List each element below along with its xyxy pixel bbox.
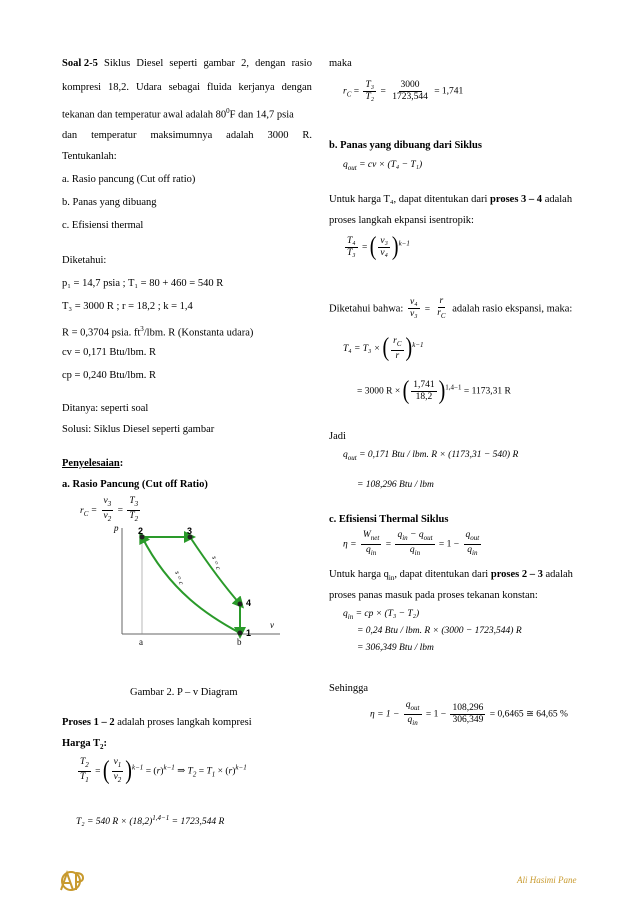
penyelesaian-heading: Penyelesaian: (62, 458, 124, 469)
problem-word: 3000 (267, 130, 289, 141)
problem-word: fluida (207, 82, 232, 93)
task-b: b. Panas yang dibuang (62, 197, 157, 208)
given-line-4: cv = 0,171 Btu/lbm. R (62, 347, 157, 358)
qin-calc-3: = 306,349 Btu / lbm (357, 643, 434, 653)
point-2-label: 2 (138, 526, 144, 536)
qout-calc-2: = 108,296 Btu / lbm (357, 480, 434, 490)
efficiency-formula: η = $\frac{W_{net}}{q_{in}}$ = $\frac{q_{in} - q_{out}}{q_{in}}$ = 1 − $\frac{q_{out}}{q_{in}}$ (343, 530, 480, 557)
problem-word: temperatur (91, 130, 137, 141)
solusi-line: Solusi: Siklus Diesel seperti gambar (62, 424, 215, 435)
problem-word: kerjanya (238, 82, 275, 93)
problem-word: 2, (241, 58, 249, 69)
heading-c: c. Efisiensi Thermal Siklus (329, 514, 449, 525)
diketahui-label: Diketahui: (62, 255, 107, 266)
problem-word: 18,2. (108, 82, 130, 93)
heading-a: a. Rasio Pancung (Cut off Ratio) (62, 479, 208, 490)
qin-calc-1: $q_{in}$ = cp × (T₃ − T₂) (343, 609, 420, 621)
t4-isentropic-relation: $\frac{\text{T₄}}{\text{T₃}}$ = ( $\frac{\text{v₃}}{\text{v₄}}$ )$^{k-1}$ (347, 232, 410, 262)
maka-label: maka (329, 58, 352, 69)
problem-line-2 (62, 81, 312, 94)
problem-line-3: tekanan dan temperatur awal adalah $80^0F$ dan 14,7 psia (62, 107, 294, 121)
untuk-qin-line: Untuk harga $q_{in}$, dapat ditentukan dari proses 2 – 3 adalah (329, 569, 573, 583)
point-3-label: 3 (187, 526, 193, 536)
problem-line-1 (62, 57, 312, 70)
pv-diagram (100, 522, 285, 642)
point-4 (238, 602, 243, 607)
task-a: a. Rasio pancung (Cut off ratio) (62, 174, 196, 185)
ditanya-line: Ditanya: seperti soal (62, 403, 149, 414)
given-line-3: R = 0,3704 psia. $ft^3$/lbm. R (Konstanta udara) (62, 325, 254, 339)
problem-word: gambar (203, 58, 235, 69)
v-label: v (270, 620, 274, 630)
problem-word: Diesel (136, 58, 164, 69)
jadi-label: Jadi (329, 431, 346, 442)
given-line-5: cp = 0,240 Btu/lbm. R (62, 370, 157, 381)
heading-b: b. Panas yang dibuang dari Siklus (329, 140, 482, 151)
problem-word: Siklus (104, 58, 131, 69)
isentropic-label-upper: s = c (210, 554, 223, 571)
sehingga-label: Sehingga (329, 683, 369, 694)
problem-word: kompresi (62, 82, 102, 93)
axis-tick-a: a (139, 637, 143, 647)
t4-formula: T₄ = T₃ × ( $\frac{r_C}{r}$ )$^{k-1}$ (343, 333, 424, 363)
proses12-line: Proses 1 – 2 adalah proses langkah kompresi (62, 717, 252, 728)
diketahui-bahwa-line: Diketahui bahwa: $\frac{\text{v₄}}{\text{v₃}}$ = $\frac{r}{r_C}$ adalah rasio ekspansi, maka: (329, 296, 573, 320)
rc-definition: $r_C$ = $\frac{v_3}{v_2}$ = $\frac{T_3}{T_2}$ (80, 496, 139, 523)
given-line-1: p₁ = 14,7 psia ; T₁ = 80 + 460 = 540 R (62, 278, 224, 289)
isentropic-label-lower: s = c (173, 569, 186, 586)
p-label: p (114, 523, 119, 533)
t2-relation: $\frac{T_2}{T_1}$ = ( $\frac{v_1}{v_2}$ )$^{k-1} = (r)^{k-1}$ ⇒ $T_2 = T_1 \times (r)^{k-1}$ (80, 756, 247, 786)
problem-word: adalah (226, 130, 254, 141)
problem-word: sebagai (168, 82, 201, 93)
untuk-qin-line-2: proses panas masuk pada proses tekanan konstan: (329, 590, 538, 601)
problem-word: seperti (169, 58, 198, 69)
point-4-label: 4 (246, 598, 252, 608)
qout-calc-1: $q_{out} = 0,171$ Btu / lbm. R × (1173,31 − 540) R (343, 450, 519, 462)
t4-calculation: = 3000 R × ( $\frac{1,741}{18,2}$ )$^{1,4-1}$ = 1173,31 R (357, 376, 511, 406)
problem-line-4 (62, 129, 312, 142)
problem-word: Udara (135, 82, 162, 93)
harga-t2-label: Harga $T_2$: (62, 738, 108, 752)
problem-word: R. (302, 130, 312, 141)
author-name: Ali Hasimi Pane (517, 875, 577, 885)
point-1 (238, 631, 243, 636)
point-1-label: 1 (246, 628, 252, 638)
rc-calculation: $r_C$ = $\frac{\text{T₃}}{\text{T₂}}$ = $\frac{3000}{1723,544}$ = 1,741 (343, 80, 464, 102)
problem-word: dengan (281, 82, 312, 93)
problem-word: Soal 2-5 (62, 58, 98, 69)
t2-result: T₂ = 540 $R \times (18,2)^{1,4-1} = 1723,544$ R (76, 814, 225, 828)
axis-tick-b: b (237, 637, 242, 647)
qin-calc-2: = 0,24 Btu / lbm. R × (3000 − 1723,544) R (357, 626, 522, 636)
given-line-2: T₃ = 3000 R ; r = 18,2 ; k = 1,4 (62, 301, 193, 312)
problem-word: rasio (291, 58, 312, 69)
figure-caption: Gambar 2. P – v Diagram (130, 687, 238, 698)
tentukan-label: Tentukanlah: (62, 151, 117, 162)
problem-word: maksimumnya (150, 130, 213, 141)
untuk-t4-line: Untuk harga T₄, dapat ditentukan dari proses 3 – 4 adalah (329, 194, 573, 205)
author-logo (56, 870, 86, 892)
untuk-t4-line-2: proses langkah ekpansi isentropik: (329, 215, 474, 226)
problem-word: dan (62, 130, 78, 141)
problem-word: dengan (255, 58, 286, 69)
efficiency-result: η = 1 − $\frac{q_{out}}{q_{in}}$ = 1 − $\frac{108,296}{306,349}$ = 0,6465 ≅ 64,65 % (370, 700, 568, 727)
task-c: c. Efisiensi thermal (62, 220, 144, 231)
qout-formula: $q_{out}$ = cv × (T₄ − T₁) (343, 160, 423, 172)
